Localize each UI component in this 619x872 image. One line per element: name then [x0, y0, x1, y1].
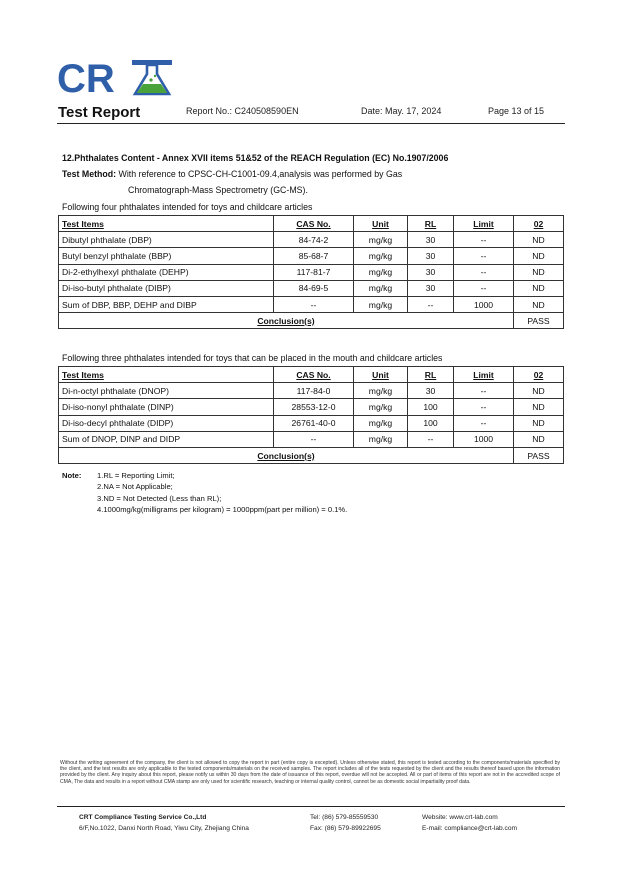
cell-item: Dibutyl phthalate (DBP)	[59, 232, 274, 248]
table1-caption: Following four phthalates intended for toys and childcare articles	[62, 202, 313, 212]
header-unit: Unit	[354, 216, 408, 232]
cell-item: Di-iso-butyl phthalate (DIBP)	[59, 280, 274, 296]
cell-limit: 1000	[454, 431, 514, 447]
table-row	[59, 383, 564, 399]
note-item: 4.1000mg/kg(milligrams per kilogram) = 1000ppm(part per million) = 0.1%.	[97, 505, 348, 515]
footer-email[interactable]: E-mail: compliance@crt-lab.com	[422, 824, 518, 832]
footer-divider	[57, 806, 565, 807]
cell-result: ND	[514, 248, 564, 264]
table-row	[59, 280, 564, 296]
flask-icon	[132, 60, 172, 94]
cell-limit: --	[454, 399, 514, 415]
cell-cas: 117-81-7	[274, 264, 354, 280]
crt-logo	[57, 58, 175, 98]
table2-caption: Following three phthalates intended for toys that can be placed in the mouth and childcare articles	[62, 353, 443, 363]
cell-cas: 117-84-0	[274, 383, 354, 399]
footer-website[interactable]: Website: www.crt-lab.com	[422, 814, 498, 821]
cell-limit: --	[454, 280, 514, 296]
cell-limit: --	[454, 248, 514, 264]
cell-unit: mg/kg	[354, 383, 408, 399]
cell-rl: 30	[408, 280, 454, 296]
note-item: 3.ND = Not Detected (Less than RL);	[97, 493, 222, 503]
conclusion-row	[59, 313, 564, 329]
table-header-row	[59, 367, 564, 383]
disclaimer-text: Without the writing agreement of the company, the client is not allowed to copy the report in part (entire copy is excepted). Unless otherwise stated, this report is tested according to the components/materials specified by the client, and the test results are only applicable to the tested components/materials on the received samples. The report includes all of the tests requested by the client and the results thereof based upon the information provided by the client. Any inquiry about this report, please notify us within 30 days from the date of issuance of this report, overdue will not be accepted. All or part of items of this report are not in the accredited scope of CMA, The data and results in a report without CMA stamp are only used for scientific research, teaching or internal quality control, cannot be as domestic social impartiality proof data.	[60, 760, 560, 785]
cell-item: Di-n-octyl phthalate (DNOP)	[59, 383, 274, 399]
report-date: Date: May. 17, 2024	[361, 106, 442, 116]
note-item: 2.NA = Not Applicable;	[97, 482, 173, 492]
cell-item: Di-2-ethylhexyl phthalate (DEHP)	[59, 264, 274, 280]
cell-limit: --	[454, 232, 514, 248]
results-table-2	[58, 366, 564, 464]
header-limit: Limit	[454, 367, 514, 383]
cell-result: ND	[514, 415, 564, 431]
test-method-label: Test Method:	[62, 169, 117, 179]
cell-rl: 100	[408, 399, 454, 415]
cell-limit: --	[454, 264, 514, 280]
conclusion-value: PASS	[514, 313, 564, 329]
note-item: 1.RL = Reporting Limit;	[97, 471, 175, 480]
results-table-1	[58, 215, 564, 329]
cell-result: ND	[514, 296, 564, 312]
section-heading: 12.Phthalates Content - Annex XVII items 51&52 of the REACH Regulation (EC) No.1907/2006	[62, 153, 449, 163]
cell-unit: mg/kg	[354, 399, 408, 415]
header-test-items: Test Items	[59, 367, 274, 383]
cell-cas: --	[274, 296, 354, 312]
cell-rl: 100	[408, 415, 454, 431]
test-method-text2: Chromatograph-Mass Spectrometry (GC-MS).	[128, 185, 308, 195]
header-limit: Limit	[454, 216, 514, 232]
table-header-row	[59, 216, 564, 232]
header-divider	[57, 123, 565, 124]
table-row	[59, 399, 564, 415]
cell-result: ND	[514, 431, 564, 447]
report-number: Report No.: C240508590EN	[186, 106, 299, 116]
cell-unit: mg/kg	[354, 264, 408, 280]
cell-result: ND	[514, 280, 564, 296]
cell-rl: 30	[408, 248, 454, 264]
footer-company-block	[79, 813, 249, 834]
cell-unit: mg/kg	[354, 431, 408, 447]
table-row	[59, 431, 564, 447]
table-row	[59, 248, 564, 264]
cell-limit: 1000	[454, 296, 514, 312]
cell-cas: 85-68-7	[274, 248, 354, 264]
test-method-text1: With reference to CPSC-CH-C1001-09.4,analysis was performed by Gas	[118, 169, 403, 179]
cell-rl: 30	[408, 383, 454, 399]
cell-item: Di-iso-decyl phthalate (DIDP)	[59, 415, 274, 431]
header-sample-02: 02	[514, 367, 564, 383]
conclusion-label: Conclusion(s)	[59, 447, 514, 463]
header-test-items: Test Items	[59, 216, 274, 232]
table-row	[59, 415, 564, 431]
note-label: Note:	[62, 471, 82, 480]
cell-rl: 30	[408, 232, 454, 248]
cell-unit: mg/kg	[354, 232, 408, 248]
cell-unit: mg/kg	[354, 280, 408, 296]
cell-item: Di-iso-nonyl phthalate (DINP)	[59, 399, 274, 415]
footer-address: 6/F,No.1022, Danxi North Road, Yiwu City, Zhejiang China	[79, 824, 249, 832]
cell-limit: --	[454, 383, 514, 399]
cell-item: Sum of DBP, BBP, DEHP and DIBP	[59, 296, 274, 312]
cell-unit: mg/kg	[354, 296, 408, 312]
header-sample-02: 02	[514, 216, 564, 232]
footer-fax: Fax: (86) 579-89922695	[310, 824, 381, 832]
note-list	[97, 470, 347, 516]
table-row	[59, 264, 564, 280]
header-rl: RL	[408, 367, 454, 383]
cell-result: ND	[514, 264, 564, 280]
logo-text: CR	[57, 58, 115, 98]
footer-web-block	[422, 813, 517, 834]
cell-rl: 30	[408, 264, 454, 280]
cell-rl: --	[408, 431, 454, 447]
cell-cas: 28553-12-0	[274, 399, 354, 415]
header-rl: RL	[408, 216, 454, 232]
cell-item: Sum of DNOP, DINP and DIDP	[59, 431, 274, 447]
header-cas-no: CAS No.	[274, 216, 354, 232]
cell-cas: --	[274, 431, 354, 447]
cell-result: ND	[514, 399, 564, 415]
page-number: Page 13 of 15	[488, 106, 545, 116]
header-cas-no: CAS No.	[274, 367, 354, 383]
conclusion-row	[59, 447, 564, 463]
table-row	[59, 232, 564, 248]
cell-rl: --	[408, 296, 454, 312]
table-row	[59, 296, 564, 312]
cell-cas: 26761-40-0	[274, 415, 354, 431]
cell-unit: mg/kg	[354, 415, 408, 431]
cell-unit: mg/kg	[354, 248, 408, 264]
footer-tel: Tel: (86) 579-85559530	[310, 814, 379, 821]
cell-result: ND	[514, 383, 564, 399]
cell-cas: 84-69-5	[274, 280, 354, 296]
footer-phone-block	[310, 813, 381, 834]
footer-company: CRT Compliance Testing Service Co.,Ltd	[79, 814, 207, 821]
test-method-line1	[62, 168, 402, 180]
conclusion-label: Conclusion(s)	[59, 313, 514, 329]
cell-result: ND	[514, 232, 564, 248]
cell-limit: --	[454, 415, 514, 431]
header-unit: Unit	[354, 367, 408, 383]
cell-cas: 84-74-2	[274, 232, 354, 248]
conclusion-value: PASS	[514, 447, 564, 463]
report-title: Test Report	[58, 104, 141, 121]
cell-item: Butyl benzyl phthalate (BBP)	[59, 248, 274, 264]
